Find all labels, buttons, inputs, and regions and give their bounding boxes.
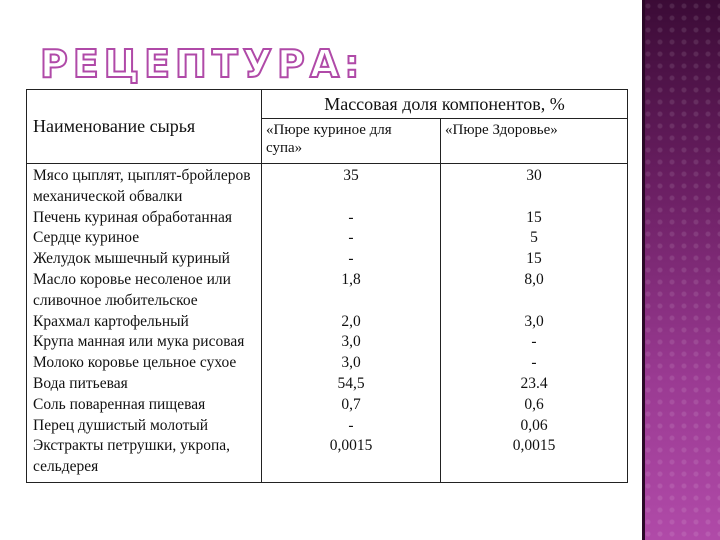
ingredient-name: Соль поваренная пищевая — [33, 395, 206, 413]
product-a-value — [262, 291, 440, 312]
product-b-value: - — [531, 354, 537, 372]
product-a-value: 0,0015 — [329, 437, 373, 455]
ingredient-name: Масло коровье несоленое или — [33, 270, 231, 288]
product-a-value: 35 — [343, 167, 359, 184]
table-body-row — [27, 164, 628, 483]
recipe-table — [26, 89, 628, 483]
product-b-value: 8,0 — [524, 270, 544, 288]
ingredient-name: сливочное любительское — [33, 291, 198, 309]
product-a-value — [262, 187, 440, 208]
product-a-value: 3,0 — [341, 354, 361, 372]
product-a-value: 54,5 — [337, 374, 365, 392]
ingredient-name: сельдерея — [33, 458, 99, 476]
ingredient-name: Перец душистый молотый — [33, 416, 209, 434]
header-product-a-line1: «Пюре куриное для — [266, 122, 392, 138]
ingredient-name: Крупа манная или мука рисовая — [33, 333, 245, 351]
product-a-value: 3,0 — [341, 333, 361, 351]
product-a-value — [262, 457, 440, 478]
decorative-side-band — [642, 0, 720, 540]
product-a-value: 0,7 — [341, 395, 361, 413]
ingredient-name: Экстракты петрушки, укропа, — [33, 437, 231, 455]
ingredient-name: механической обвалки — [33, 187, 183, 205]
ingredient-names-cell — [27, 164, 262, 483]
table-header-row — [27, 90, 628, 119]
product-b-value: 15 — [526, 250, 542, 268]
product-b-value — [441, 457, 627, 478]
header-product-b: «Пюре Здоровье» — [441, 119, 628, 164]
product-a-values-cell — [262, 164, 441, 483]
product-b-value: 30 — [526, 167, 542, 184]
ingredient-name: Печень куриная обработанная — [33, 208, 233, 226]
ingredient-name: Сердце куриное — [33, 229, 140, 247]
header-mass-fraction: Массовая доля компонентов, % — [262, 90, 628, 119]
ingredient-name: Вода питьевая — [33, 374, 128, 392]
product-a-value: - — [348, 416, 354, 434]
product-b-value: 0,6 — [524, 395, 544, 413]
header-name: Наименование сырья — [27, 90, 262, 164]
product-b-value — [441, 187, 627, 208]
ingredient-name: Крахмал картофельный — [33, 312, 189, 330]
product-a-value: 2,0 — [341, 312, 361, 330]
product-a-value: - — [348, 250, 354, 268]
product-b-value: 23.4 — [520, 374, 548, 392]
product-b-value: 0,0015 — [512, 437, 556, 455]
header-product-a — [262, 119, 441, 164]
ingredient-name: Молоко коровье цельное сухое — [33, 354, 237, 372]
product-a-value: 1,8 — [341, 270, 361, 288]
product-b-value: 5 — [530, 229, 538, 247]
product-b-values-cell — [441, 164, 628, 483]
product-b-value: 3,0 — [524, 312, 544, 330]
product-b-value — [441, 291, 627, 312]
product-b-value: 15 — [526, 208, 542, 226]
product-b-value: 0,06 — [520, 416, 548, 434]
product-a-value: - — [348, 208, 354, 226]
header-product-a-line2: супа» — [266, 140, 303, 156]
ingredient-name: Желудок мышечный куриный — [33, 250, 230, 268]
product-b-value: - — [531, 333, 537, 351]
product-a-value: - — [348, 229, 354, 247]
slide-title: РЕЦЕПТУРА: — [40, 42, 365, 86]
ingredient-name: Мясо цыплят, цыплят-бройлеров — [33, 167, 251, 184]
